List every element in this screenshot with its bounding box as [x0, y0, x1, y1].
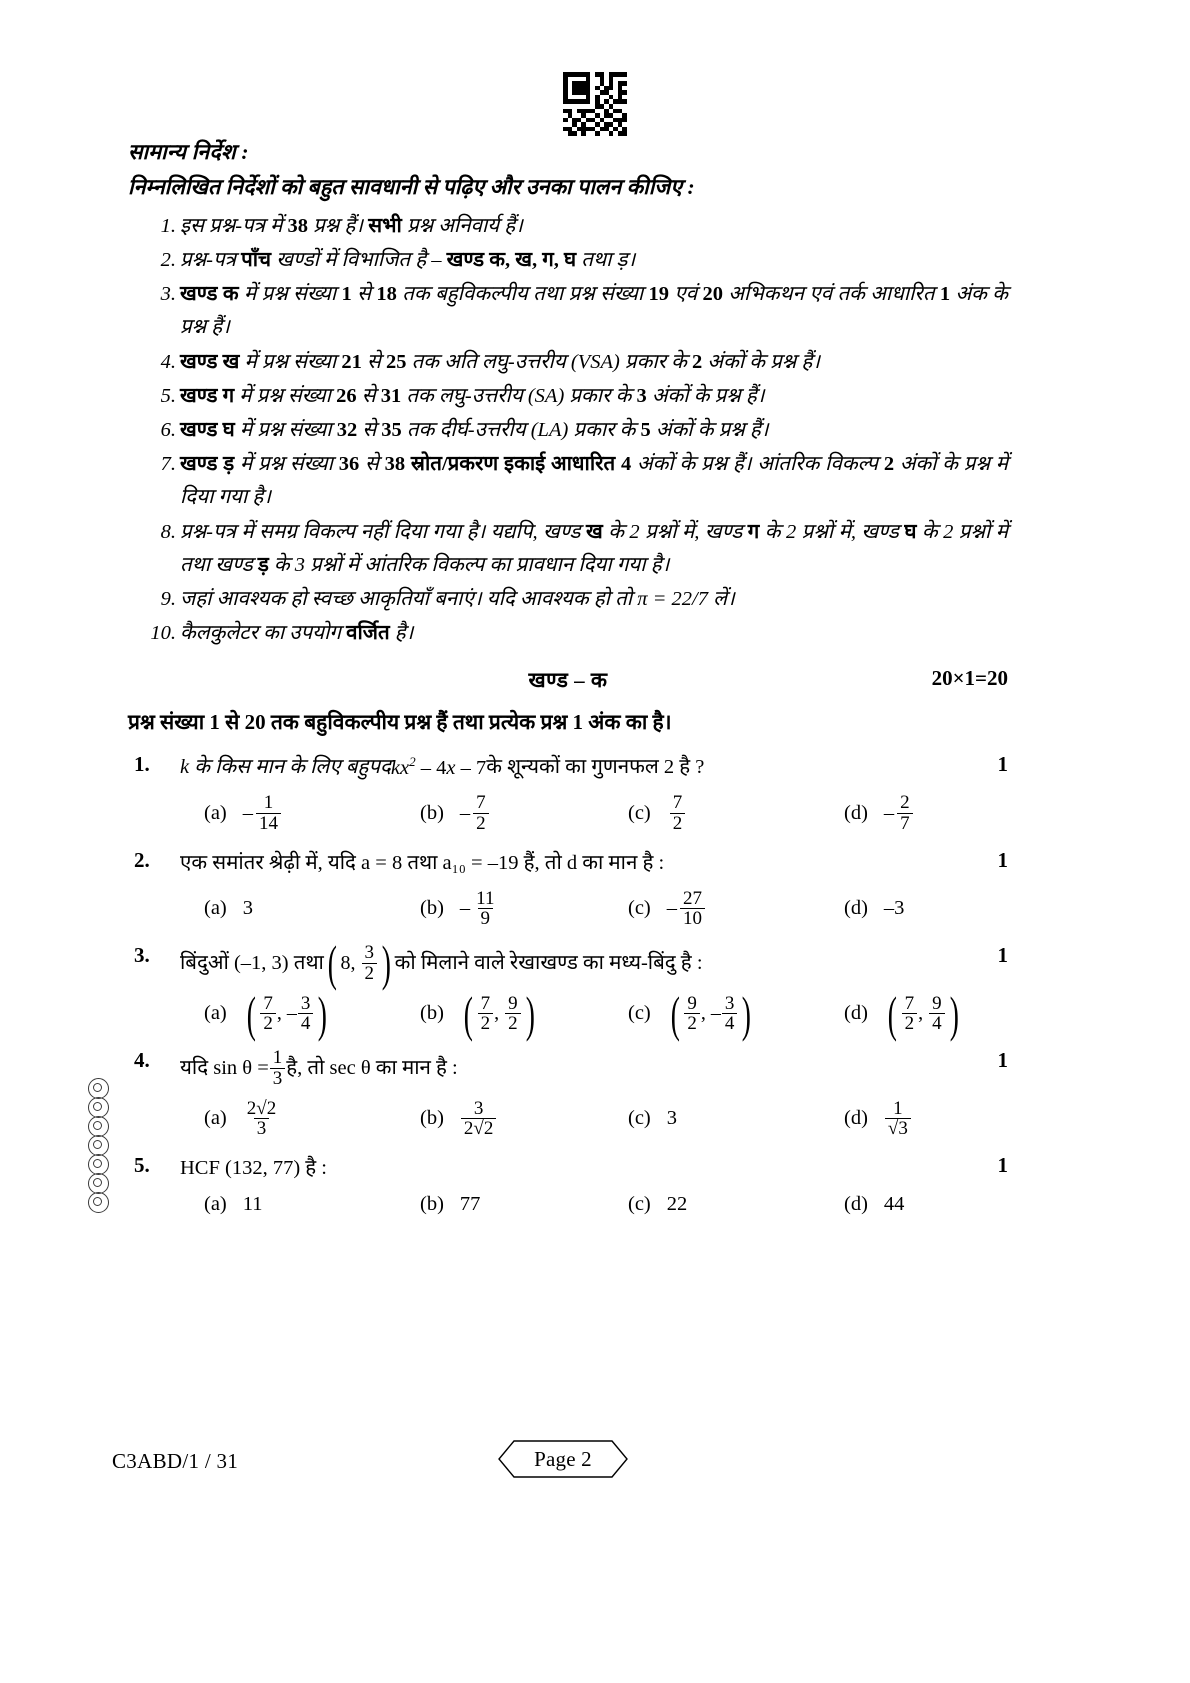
option-a-y-sign: – [286, 1002, 297, 1025]
question-1-marks: 1 [997, 751, 1008, 776]
option-c-sign: – [666, 897, 678, 920]
question-3-point-y-num: 3 [364, 942, 375, 964]
instruction-text: प्रश्न-पत्र में समग्र विकल्प नहीं दिया गया है। यद्यपि, खण्ड ख के 2 प्रश्नों में, खण्ड ग के 2 प्रश्नों में, खण्ड घ के 2 प्रश्नों में तथा खण्ड ड़ के 3 प्रश्नों में आंतरिक विकल्प का प्रावधान दिया गया है। [180, 520, 1008, 576]
question-2 [128, 848, 1008, 929]
option-d[interactable] [844, 793, 914, 834]
option-a-denominator: 3 [254, 1118, 270, 1139]
option-b-label: (b) [420, 897, 444, 920]
instruction-text: जहां आवश्यक हो स्वच्छ आकृतियाँ बनाएं। यदि आवश्यक हो तो π = 22/7 लें। [180, 587, 735, 610]
instruction-item-8 [128, 516, 1008, 582]
option-c[interactable] [628, 985, 844, 1042]
question-4-text-before: यदि sin θ = [180, 1056, 269, 1079]
question-4-number: 4. [134, 1048, 150, 1073]
question-4-frac-den: 3 [270, 1068, 286, 1089]
general-instructions-heading: सामान्य निर्देश : [128, 140, 249, 164]
question-5-marks: 1 [997, 1153, 1008, 1178]
option-b-coordinate: ( $\frac{7}{2}$ , $\frac{9}{2}$ ) [463, 985, 535, 1042]
instruction-number: 1. [160, 214, 176, 237]
option-a[interactable] [204, 1188, 420, 1222]
question-5 [128, 1153, 1008, 1222]
option-c[interactable] [628, 793, 844, 834]
option-c[interactable] [628, 889, 844, 930]
qr-code-container [0, 72, 1190, 136]
option-b[interactable] [420, 1188, 628, 1222]
instruction-text: खण्ड ग में प्रश्न संख्या 26 से 31 तक लघु-उत्तरीय (SA) प्रकार के 3 अंकों के प्रश्न हैं। [180, 384, 765, 407]
option-a[interactable] [204, 889, 420, 930]
option-a-label: (a) [204, 1107, 227, 1130]
question-3-number: 3. [134, 943, 150, 968]
question-1-expression: $kx^2 - 4x - 7$ [390, 753, 487, 779]
option-d-label: (d) [844, 802, 868, 825]
option-d-x-num: 7 [904, 992, 915, 1014]
instruction-text: कैलकुलेटर का उपयोग वर्जित है। [180, 622, 414, 645]
option-b-fraction [461, 1099, 496, 1140]
spiral-icon [88, 1192, 109, 1213]
option-a[interactable] [204, 793, 420, 834]
option-c[interactable] [628, 1099, 844, 1140]
spiral-icon [88, 1097, 109, 1118]
question-5-options [180, 1188, 1008, 1222]
option-a-value: 11 [242, 1193, 263, 1216]
margin-spiral-decoration [88, 1078, 109, 1211]
general-instructions-subheading: निम्नलिखित निर्देशों को बहुत सावधानी से पढ़िए और उनका पालन कीजिए : [128, 175, 695, 200]
instruction-item-3 [128, 278, 1008, 344]
option-c-y-den: 4 [722, 1013, 738, 1034]
spiral-icon [88, 1135, 109, 1156]
option-b[interactable] [420, 793, 628, 834]
instruction-text: खण्ड क में प्रश्न संख्या 1 से 18 तक बहुविकल्पीय तथा प्रश्न संख्या 19 एवं 20 अभिकथन एवं तर्क आधारित 1 अंक के प्रश्न हैं। [180, 283, 1009, 339]
option-d-y-den: 4 [929, 1013, 945, 1034]
option-b[interactable] [420, 1099, 628, 1140]
option-c-x-den: 2 [684, 1013, 700, 1034]
question-1-number: 1. [134, 751, 150, 776]
option-b-fraction [473, 793, 489, 834]
option-d[interactable] [844, 1099, 912, 1140]
option-c-numerator: 27 [683, 887, 703, 909]
section-header [128, 666, 1008, 696]
option-d-numerator: 2 [900, 792, 910, 814]
question-1-options [180, 793, 1008, 834]
option-d-coordinate: ( $\frac{7}{2}$ , $\frac{9}{4}$ ) [887, 985, 959, 1042]
option-b-y-num: 9 [508, 992, 518, 1014]
option-a-fraction [256, 793, 281, 834]
option-a-y-num: 3 [300, 992, 311, 1014]
instruction-item-4 [128, 346, 1008, 379]
option-a-label: (a) [204, 802, 227, 825]
page-number-box [498, 1440, 628, 1478]
instruction-item-2 [128, 244, 1008, 277]
page-footer [112, 1446, 1078, 1474]
qr-code-icon [563, 72, 627, 136]
question-3-point-y-den: 2 [362, 963, 378, 984]
question-3 [128, 935, 1008, 1042]
option-b-label: (b) [420, 1193, 444, 1216]
option-d-denominator: 7 [897, 813, 913, 834]
question-2-text: एक समांतर श्रेढ़ी में, यदि a = 8 तथा a₁₀ = –19 हैं, तो d का मान है : [180, 851, 665, 874]
question-4-fraction [270, 1048, 286, 1089]
question-2-marks: 1 [997, 847, 1008, 872]
instruction-number: 2. [160, 248, 176, 271]
instruction-text: प्रश्न-पत्र पाँच खण्डों में विभाजित है – खण्ड क, ख, ग, घ तथा ड़। [180, 248, 636, 271]
option-b-value: 77 [459, 1193, 481, 1216]
section-marks: 20×1=20 [931, 666, 1008, 691]
option-c-label: (c) [628, 802, 651, 825]
instruction-item-5 [128, 380, 1008, 413]
option-a[interactable] [204, 985, 420, 1042]
option-c-denominator: 10 [680, 908, 705, 929]
option-d-numerator: 1 [893, 1097, 903, 1119]
instruction-text: खण्ड ड़ में प्रश्न संख्या 36 से 38 स्रोत/प्रकरण इकाई आधारित 4 अंकों के प्रश्न हैं। आंतरिक विकल्प 2 अंकों के प्रश्न में दिया गया है। [180, 453, 1008, 509]
option-a-coordinate: ( $\frac{7}{2}$ , – $\frac{3}{4}$ ) [246, 985, 328, 1042]
instruction-number: 7. [160, 453, 176, 476]
option-c-denominator: 2 [670, 813, 686, 834]
instruction-item-10 [128, 617, 1008, 650]
option-c-label: (c) [628, 1002, 651, 1025]
option-c-value: 3 [666, 1107, 678, 1130]
page-number-label: Page 2 [534, 1446, 592, 1471]
option-c-y-num: 3 [724, 992, 735, 1014]
question-4-options [180, 1099, 1008, 1140]
option-c-y-sign: – [710, 1002, 721, 1025]
instruction-item-1 [128, 210, 1008, 243]
instruction-number: 5. [160, 384, 176, 407]
option-b-sign: – [459, 897, 471, 920]
question-5-number: 5. [134, 1153, 150, 1178]
option-a-label: (a) [204, 897, 227, 920]
instruction-number: 6. [160, 418, 176, 441]
question-3-text-after: को मिलाने वाले रेखाखण्ड का मध्य-बिंदु है : [394, 951, 703, 974]
option-a[interactable] [204, 1099, 420, 1140]
option-b-numerator: 11 [476, 887, 495, 909]
option-b-sign: – [459, 802, 471, 825]
instruction-text: खण्ड ख में प्रश्न संख्या 21 से 25 तक अति लघु-उत्तरीय (VSA) प्रकार के 2 अंकों के प्रश्न हैं। [180, 350, 821, 373]
question-3-text [180, 935, 1008, 992]
option-c[interactable] [628, 1188, 844, 1222]
option-b-label: (b) [420, 802, 444, 825]
page-content [128, 138, 1008, 1222]
question-4-text [180, 1048, 1008, 1089]
question-1-text-after: के शून्यकों का गुणनफल 2 है ? [486, 756, 705, 779]
option-d-value: 44 [883, 1193, 905, 1216]
option-d-label: (d) [844, 1002, 868, 1025]
spiral-icon [88, 1154, 109, 1175]
option-a-numerator: 2√2 [246, 1097, 277, 1119]
option-a-label: (a) [204, 1193, 227, 1216]
option-b-denominator: 9 [478, 908, 494, 929]
spiral-icon [88, 1173, 109, 1194]
question-1-text [180, 752, 1008, 784]
option-d-fraction [885, 1099, 911, 1140]
option-c-fraction [680, 889, 705, 930]
option-b-numerator: 7 [476, 792, 486, 814]
option-a-label: (a) [204, 1002, 227, 1025]
option-d-label: (d) [844, 1107, 868, 1130]
question-3-text-before: बिंदुओं (–1, 3) तथा [180, 951, 324, 974]
instruction-item-6 [128, 414, 1008, 447]
question-3-point-y [362, 943, 378, 984]
question-1-text-before: k के किस मान के लिए बहुपद [180, 756, 391, 779]
option-a-value: 3 [242, 897, 254, 920]
option-b-numerator: 3 [473, 1097, 484, 1119]
option-d-label: (d) [844, 897, 868, 920]
instruction-item-7 [128, 448, 1008, 514]
option-a-denominator: 14 [256, 813, 281, 834]
spiral-icon [88, 1116, 109, 1137]
option-c-x-num: 9 [687, 992, 697, 1014]
option-b[interactable] [420, 985, 628, 1042]
question-3-options [180, 985, 1008, 1042]
mcq-instruction-note: प्रश्न संख्या 1 से 20 तक बहुविकल्पीय प्रश्न हैं तथा प्रत्येक प्रश्न 1 अंक का है। [128, 710, 672, 735]
question-2-options [180, 889, 1008, 930]
option-c-label: (c) [628, 897, 651, 920]
option-d-denominator: √3 [885, 1118, 911, 1139]
option-d-fraction [897, 793, 913, 834]
question-4-marks: 1 [997, 1048, 1008, 1073]
option-b-x-den: 2 [478, 1013, 494, 1034]
spiral-icon [88, 1078, 109, 1099]
option-b-x-num: 7 [480, 992, 491, 1014]
option-a-y-den: 4 [298, 1013, 314, 1034]
option-a-fraction [244, 1099, 279, 1140]
option-d[interactable] [844, 889, 904, 930]
option-d-x-den: 2 [902, 1013, 918, 1034]
option-a-sign: – [242, 802, 254, 825]
option-a-x-den: 2 [260, 1013, 276, 1034]
option-d-sign: – [883, 802, 895, 825]
option-b-fraction [473, 889, 497, 930]
instruction-list [128, 210, 1008, 651]
instruction-text: इस प्रश्न-पत्र में 38 प्रश्न हैं। सभी प्रश्न अनिवार्य हैं। [180, 214, 523, 237]
question-4 [128, 1048, 1008, 1139]
option-c-value: 22 [666, 1193, 688, 1216]
question-5-text: HCF (132, 77) है : [180, 1157, 327, 1180]
instruction-number: 8. [160, 520, 176, 543]
option-d-y-num: 9 [932, 992, 942, 1014]
question-3-marks: 1 [997, 943, 1008, 968]
option-b-label: (b) [420, 1002, 444, 1025]
option-d[interactable] [844, 985, 962, 1042]
instruction-number: 10. [150, 622, 176, 645]
instruction-number: 3. [160, 283, 176, 306]
option-c-label: (c) [628, 1107, 651, 1130]
option-a-numerator: 1 [263, 792, 274, 814]
option-c-coordinate: ( $\frac{9}{2}$ , – $\frac{3}{4}$ ) [670, 985, 752, 1042]
option-b-denominator: 2 [473, 813, 489, 834]
paper-code: C3ABD/1 / 31 [112, 1449, 239, 1473]
instruction-item-9 [128, 583, 1008, 616]
option-c-fraction [670, 793, 686, 834]
section-title: खण्ड – क [528, 668, 608, 693]
option-c-numerator: 7 [672, 792, 683, 814]
question-4-text-after: है, तो sec θ का मान है : [286, 1056, 458, 1079]
question-3-point-x: 8 [340, 952, 351, 975]
option-b-label: (b) [420, 1107, 444, 1130]
option-a-x-num: 7 [263, 992, 273, 1014]
question-3-point: ( 8 , $\frac{3}{2}$ ) [327, 935, 391, 992]
option-b-y-den: 2 [505, 1013, 521, 1034]
instruction-number: 4. [160, 350, 176, 373]
question-1 [128, 752, 1008, 834]
option-b-denominator: 2√2 [461, 1118, 496, 1139]
option-d-value: –3 [883, 897, 905, 920]
option-d-label: (d) [844, 1193, 868, 1216]
question-2-number: 2. [134, 847, 150, 872]
option-d[interactable] [844, 1188, 904, 1222]
instruction-text: खण्ड घ में प्रश्न संख्या 32 से 35 तक दीर्घ-उत्तरीय (LA) प्रकार के 5 अंकों के प्रश्न हैं। [180, 418, 769, 441]
option-b[interactable] [420, 889, 628, 930]
option-c-label: (c) [628, 1193, 651, 1216]
question-4-frac-num: 1 [272, 1047, 283, 1069]
instruction-number: 9. [160, 587, 176, 610]
